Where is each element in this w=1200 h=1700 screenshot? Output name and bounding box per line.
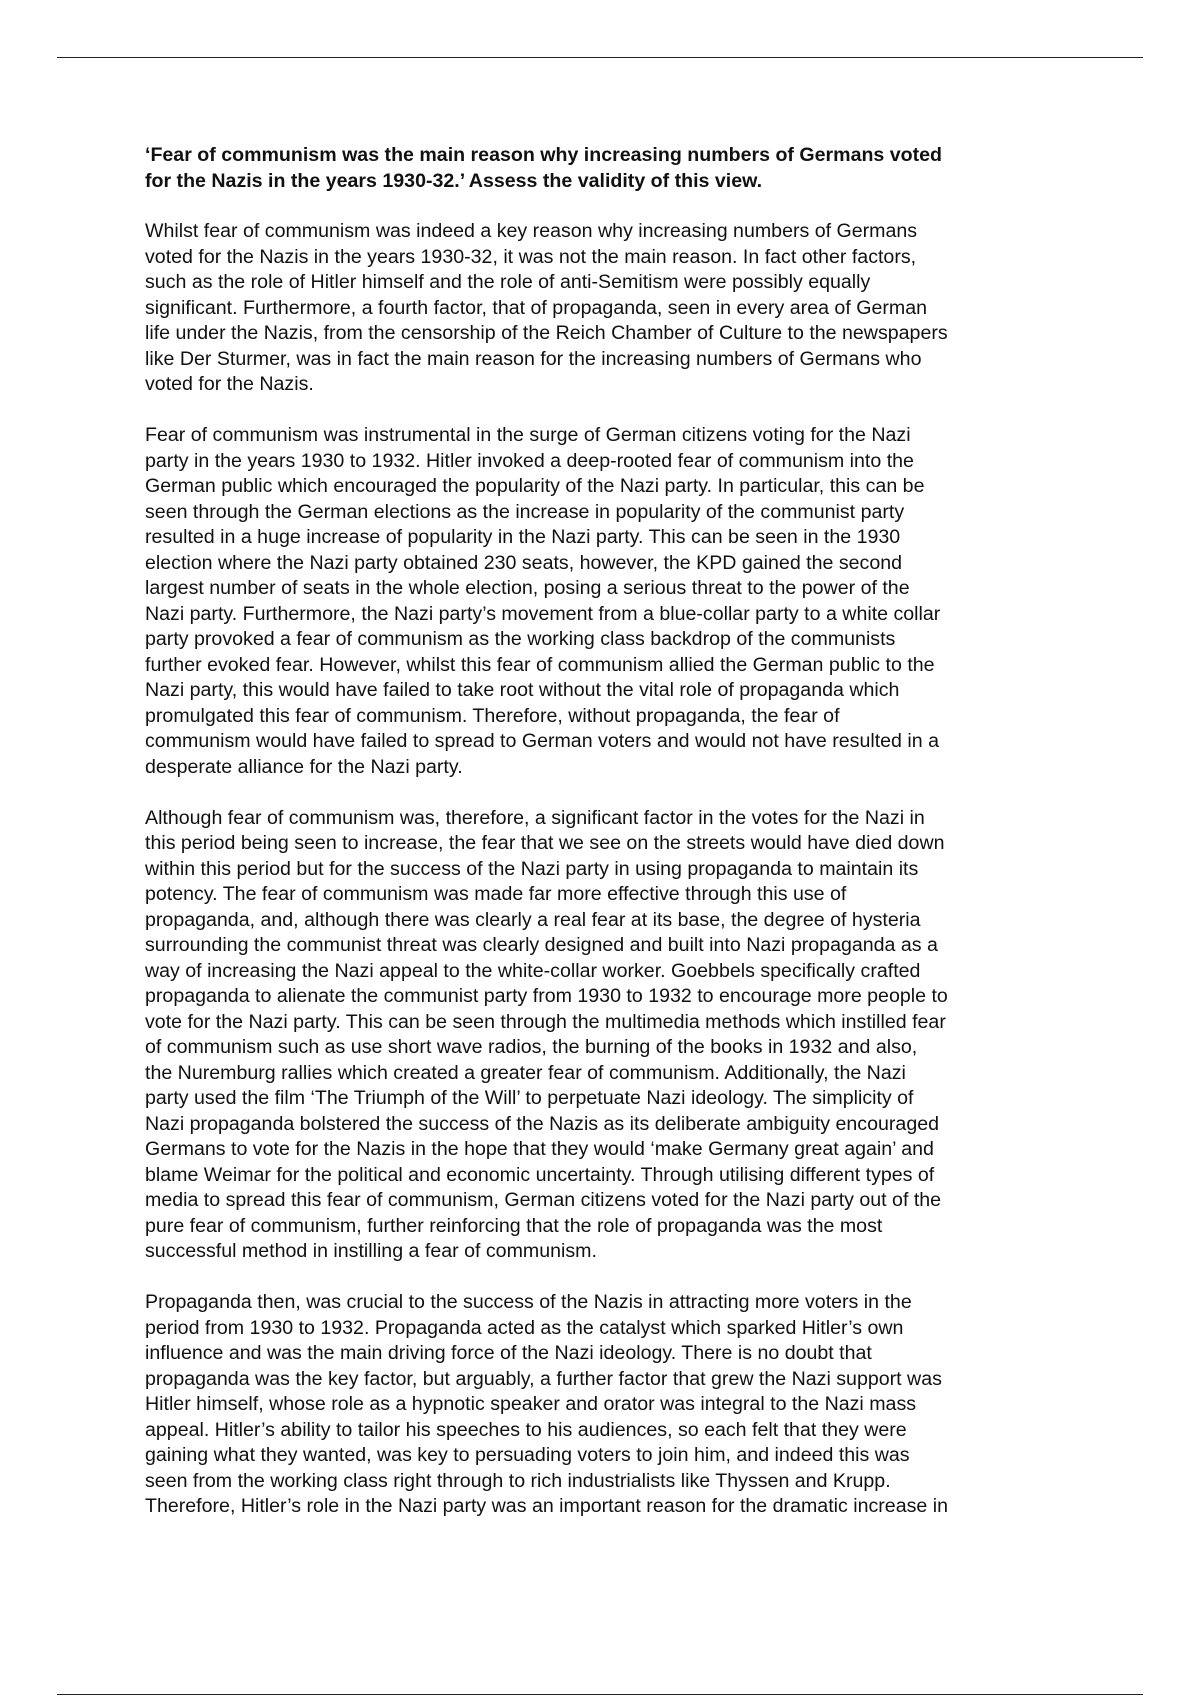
page-top-rule xyxy=(57,57,1143,58)
text-line: gaining what they wanted, was key to persuading voters to join him, and indeed this was xyxy=(145,1444,910,1466)
text-line: seen through the German elections as the increase in popularity of the communist party xyxy=(145,500,905,523)
text-line: Therefore, Hitler’s role in the Nazi party was an important reason for the dramatic increase in xyxy=(145,1495,948,1517)
text-line: such as the role of Hitler himself and the role of anti-Semitism were possibly equally xyxy=(145,271,871,293)
paragraph-fear-of-communism xyxy=(145,423,1065,780)
question-line: for the Nazis in the years 1930-32.’ Assess the validity of this view. xyxy=(145,169,763,192)
text-line: media to spread this fear of communism, German citizens voted for the Nazi party out of the xyxy=(145,1189,942,1211)
text-line: resulted in a huge increase of popularity in the Nazi party. This can be seen in the 1930 xyxy=(145,526,901,548)
text-line: Fear of communism was instrumental in the surge of German citizens voting for the Nazi xyxy=(145,424,911,446)
text-line: pure fear of communism, further reinforcing that the role of propaganda was the most xyxy=(145,1214,883,1237)
text-line: voted for the Nazis. xyxy=(145,373,314,395)
text-line: the Nuremburg rallies which created a greater fear of communism. Additionally, the Nazi xyxy=(145,1061,906,1084)
text-line: this period being seen to increase, the fear that we see on the streets would have died down xyxy=(145,832,945,854)
text-line: seen from the working class right through to rich industrialists like Thyssen and Krupp. xyxy=(145,1469,891,1492)
text-line: Hitler himself, whose role as a hypnotic speaker and orator was integral to the Nazi mass xyxy=(145,1393,917,1415)
text-line: surrounding the communist threat was clearly designed and built into Nazi propaganda as a xyxy=(145,934,938,956)
text-line: propaganda to alienate the communist party from 1930 to 1932 to encourage more people to xyxy=(145,985,948,1007)
text-line: within this period but for the success of the Nazi party in using propaganda to maintain its xyxy=(145,857,919,880)
text-line: propaganda was the key factor, but arguably, a further factor that grew the Nazi support was xyxy=(145,1367,942,1390)
text-line: life under the Nazis, from the censorship of the Reich Chamber of Culture to the newspapers xyxy=(145,322,948,344)
essay-question xyxy=(145,143,1065,194)
text-line: party used the film ‘The Triumph of the Will’ to perpetuate Nazi ideology. The simplicity of xyxy=(145,1087,914,1109)
text-line: desperate alliance for the Nazi party. xyxy=(145,755,463,778)
text-line: blame Weimar for the political and economic uncertainty. Through utilising different types of xyxy=(145,1163,935,1186)
text-line: Nazi party. Furthermore, the Nazi party’s movement from a blue-collar party to a white collar xyxy=(145,602,941,625)
text-line: Propaganda then, was crucial to the success of the Nazis in attracting more voters in the xyxy=(145,1291,912,1313)
text-line: potency. The fear of communism was made far more effective through this use of xyxy=(145,883,847,905)
text-line: way of increasing the Nazi appeal to the white-collar worker. Goebbels specifically crafted xyxy=(145,959,921,982)
text-line: German public which encouraged the popularity of the Nazi party. In particular, this can be xyxy=(145,475,925,497)
document-body xyxy=(145,143,1065,1545)
text-line: Although fear of communism was, therefore, a significant factor in the votes for the Nazi in xyxy=(145,806,925,829)
text-line: successful method in instilling a fear of communism. xyxy=(145,1240,597,1262)
text-line: significant. Furthermore, a fourth factor, that of propaganda, seen in every area of German xyxy=(145,296,927,319)
text-line: party in the years 1930 to 1932. Hitler invoked a deep-rooted fear of communism into the xyxy=(145,449,914,472)
text-line: propaganda, and, although there was clearly a real fear at its base, the degree of hysteria xyxy=(145,908,921,931)
text-line: period from 1930 to 1932. Propaganda acted as the catalyst which sparked Hitler’s own xyxy=(145,1316,904,1339)
text-line: further evoked fear. However, whilst this fear of communism allied the German public to the xyxy=(145,653,935,676)
page-bottom-rule xyxy=(57,1694,1143,1695)
text-line: Nazi party, this would have failed to take root without the vital role of propaganda which xyxy=(145,679,900,701)
text-line: Germans to vote for the Nazis in the hope that they would ‘make Germany great again’ and xyxy=(145,1138,934,1160)
question-line: ‘Fear of communism was the main reason why increasing numbers of Germans voted xyxy=(145,144,943,166)
paragraph-hitler-role xyxy=(145,1290,1065,1520)
text-line: voted for the Nazis in the years 1930-32, it was not the main reason. In fact other factors, xyxy=(145,245,917,268)
text-line: Whilst fear of communism was indeed a key reason why increasing numbers of Germans xyxy=(145,220,918,242)
text-line: influence and was the main driving force of the Nazi ideology. There is no doubt that xyxy=(145,1342,872,1364)
text-line: party provoked a fear of communism as the working class backdrop of the communists xyxy=(145,628,896,650)
text-line: like Der Sturmer, was in fact the main reason for the increasing numbers of Germans who xyxy=(145,347,922,370)
text-line: Nazi propaganda bolstered the success of the Nazis as its deliberate ambiguity encouraged xyxy=(145,1112,940,1135)
paragraph-introduction xyxy=(145,219,1065,398)
text-line: appeal. Hitler’s ability to tailor his speeches to his audiences, so each felt that they were xyxy=(145,1418,907,1441)
text-line: vote for the Nazi party. This can be seen through the multimedia methods which instilled fear xyxy=(145,1010,946,1033)
text-line: communism would have failed to spread to German voters and would not have resulted in a xyxy=(145,730,939,752)
text-line: election where the Nazi party obtained 230 seats, however, the KPD gained the second xyxy=(145,551,903,574)
paragraph-propaganda-and-fear xyxy=(145,806,1065,1265)
text-line: largest number of seats in the whole election, posing a serious threat to the power of the xyxy=(145,577,910,599)
text-line: promulgated this fear of communism. Therefore, without propaganda, the fear of xyxy=(145,704,840,727)
text-line: of communism such as use short wave radios, the burning of the books in 1932 and also, xyxy=(145,1036,918,1058)
